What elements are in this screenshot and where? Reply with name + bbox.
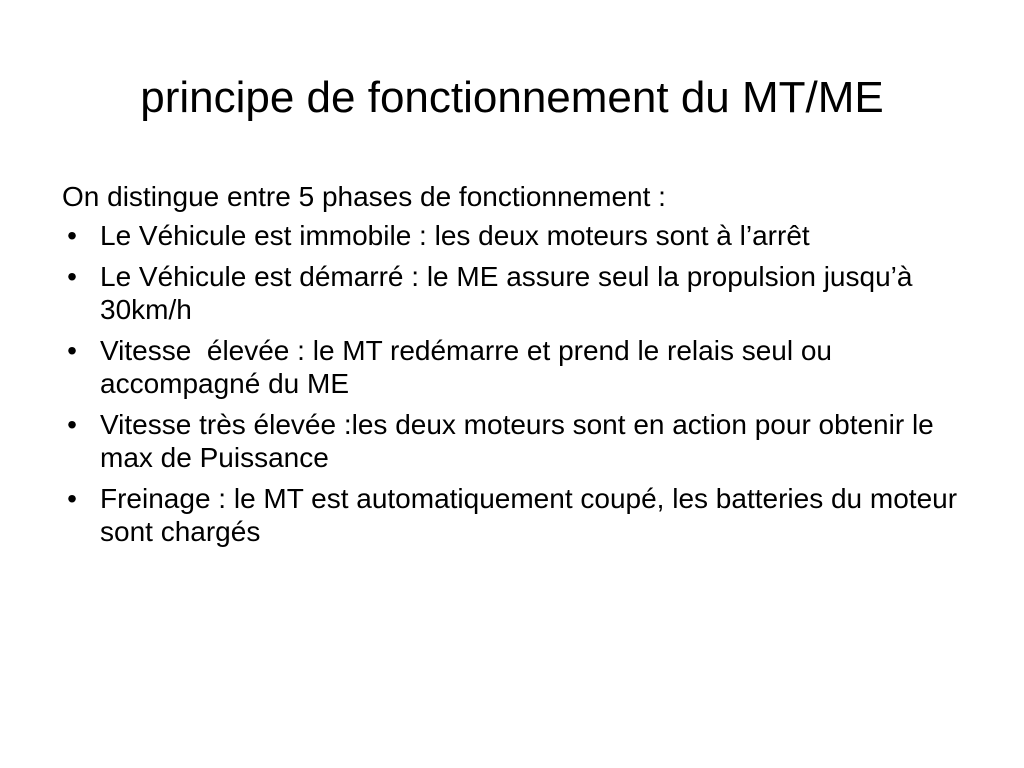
list-item <box>62 334 962 400</box>
bullet-icon: • <box>67 220 77 251</box>
list-item-text: Vitesse élevée : le MT redémarre et prend le relais seul ou accompagné du ME <box>100 335 848 399</box>
list-item-text: Vitesse très élevée :les deux moteurs sont en action pour obtenir le max de Puissance <box>100 409 934 473</box>
list-item-text: Le Véhicule est immobile : les deux moteurs sont à l’arrêt <box>100 220 810 251</box>
bullet-icon: • <box>67 409 77 440</box>
bullet-list <box>62 219 962 548</box>
list-item-text: Le Véhicule est démarré : le ME assure seul la propulsion jusqu’à 30km/h <box>100 261 913 325</box>
bullet-icon: • <box>67 483 77 514</box>
bullet-icon: • <box>67 261 77 292</box>
slide-title: principe de fonctionnement du MT/ME <box>140 73 884 122</box>
list-item <box>62 260 962 326</box>
list-item <box>62 482 962 548</box>
bullet-icon: • <box>67 335 77 366</box>
list-item <box>62 408 962 474</box>
slide-body <box>62 180 962 556</box>
list-item <box>62 219 962 252</box>
list-item-text: Freinage : le MT est automatiquement coupé, les batteries du moteur sont chargés <box>100 483 958 547</box>
intro-text: On distingue entre 5 phases de fonctionnement : <box>62 181 666 212</box>
